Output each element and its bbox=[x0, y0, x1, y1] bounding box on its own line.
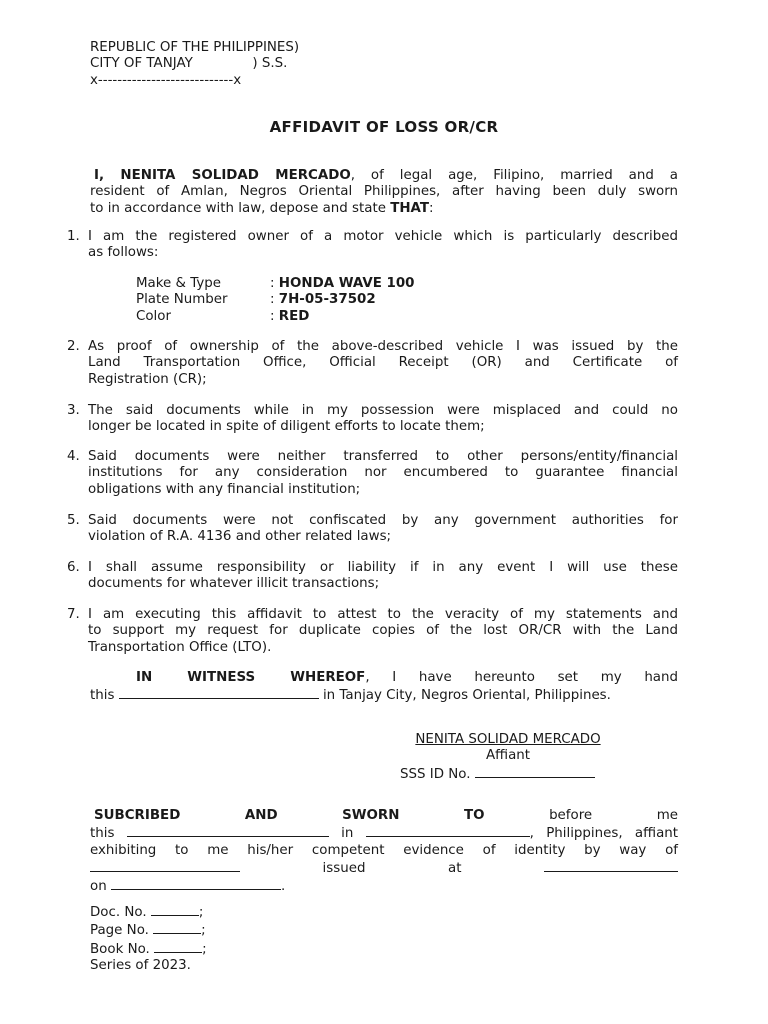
list-item bbox=[67, 339, 678, 388]
semicolon: ; bbox=[202, 941, 207, 957]
sss-id-label: SSS ID No. bbox=[400, 766, 471, 782]
doc-no-blank[interactable] bbox=[151, 903, 199, 916]
item-line: I am the registered owner of a motor vehicle which is particularly described bbox=[88, 229, 678, 244]
semicolon: ; bbox=[198, 905, 204, 920]
venue-header bbox=[90, 40, 299, 89]
item-line: as follows: bbox=[88, 245, 159, 261]
issued-on-blank[interactable] bbox=[111, 877, 281, 890]
witness-line-1 bbox=[90, 670, 678, 686]
intro-text: , of legal age, Filipino, married and a bbox=[350, 168, 678, 183]
intro-paragraph bbox=[90, 168, 678, 217]
issued-at-blank[interactable] bbox=[544, 859, 678, 872]
jurat-paragraph bbox=[90, 808, 678, 895]
affiant-name-intro: I, NENITA SOLIDAD MERCADO bbox=[94, 168, 351, 183]
witness-place: in Tanjay City, Negros Oriental, Philippines. bbox=[318, 688, 611, 704]
vehicle-details bbox=[136, 276, 414, 325]
jurat-word: me bbox=[656, 808, 679, 823]
doc-no-label: Doc. No. bbox=[90, 905, 147, 920]
affiant-name: NENITA SOLIDAD MERCADO bbox=[415, 732, 601, 747]
item-line: Registration (CR); bbox=[88, 371, 207, 387]
item-number: 1. bbox=[67, 229, 80, 244]
item-number: 6. bbox=[67, 560, 80, 575]
vehicle-label: Color bbox=[136, 308, 171, 324]
sss-id-blank[interactable] bbox=[475, 765, 595, 778]
semicolon: ; bbox=[201, 923, 206, 939]
jurat-on: on bbox=[90, 879, 107, 895]
jurat-place-group bbox=[366, 826, 678, 841]
page-no-line bbox=[90, 921, 207, 939]
jurat-this: this bbox=[90, 826, 115, 842]
sss-id-line bbox=[388, 765, 628, 783]
witness-this: this bbox=[90, 688, 115, 704]
jurat-line-3: exhibiting to me his/her competent evidence of identity by way of bbox=[90, 842, 678, 858]
jurat-line-2 bbox=[90, 824, 678, 842]
affiant-signature-block bbox=[388, 732, 628, 783]
page-no-blank[interactable] bbox=[153, 921, 201, 934]
list-item bbox=[67, 560, 678, 593]
vehicle-label: Make & Type bbox=[136, 276, 221, 291]
item-line: I am executing this affidavit to attest to the veracity of my statements and bbox=[88, 607, 678, 622]
book-no-label: Book No. bbox=[90, 941, 150, 957]
jurat-philippines: , Philippines, affiant bbox=[529, 826, 679, 842]
jurat-word: AND bbox=[244, 808, 278, 823]
notarial-register bbox=[90, 903, 207, 974]
jurat-line-5 bbox=[90, 877, 678, 895]
jurat-date-blank[interactable] bbox=[127, 824, 329, 837]
jurat-line-4 bbox=[90, 859, 678, 877]
witness-clause bbox=[90, 670, 678, 705]
intro-line-3 bbox=[90, 201, 678, 217]
book-no-line bbox=[90, 940, 207, 958]
id-type-blank[interactable] bbox=[90, 859, 240, 872]
item-number: 2. bbox=[67, 339, 80, 354]
page-no-label: Page No. bbox=[90, 923, 149, 939]
jurat-place-blank[interactable] bbox=[366, 824, 530, 837]
item-line: institutions for any consideration nor encumbered to guarantee financial bbox=[88, 465, 678, 481]
vehicle-value: HONDA WAVE 100 bbox=[278, 276, 415, 291]
item-line: violation of R.A. 4136 and other related laws; bbox=[88, 529, 392, 545]
vehicle-value: RED bbox=[278, 308, 310, 324]
venue-line-republic: REPUBLIC OF THE PHILIPPINES) bbox=[90, 40, 300, 55]
intro-colon: : bbox=[429, 200, 434, 216]
venue-line-separator: x----------------------------x bbox=[90, 72, 242, 88]
doc-no-line bbox=[90, 903, 207, 921]
item-line: As proof of ownership of the above-described vehicle I was issued by the bbox=[88, 339, 678, 354]
jurat-word: TO bbox=[463, 808, 485, 823]
item-number: 7. bbox=[67, 607, 80, 622]
item-line: I shall assume responsibility or liability if in any event I will use these bbox=[88, 560, 678, 575]
intro-line-1 bbox=[90, 168, 678, 184]
jurat-line-1 bbox=[90, 808, 678, 824]
item-line: Said documents were neither transferred to other persons/entity/financial bbox=[88, 449, 678, 464]
witness-text: , I have hereunto set my hand bbox=[365, 670, 678, 685]
jurat-word: SWORN bbox=[342, 808, 400, 823]
vehicle-row: Plate Number : 7H-05-37502 bbox=[136, 292, 376, 308]
jurat-in: in bbox=[341, 826, 354, 842]
item-line: documents for whatever illicit transactions; bbox=[88, 576, 380, 592]
item-line: obligations with any financial institution; bbox=[88, 481, 361, 497]
jurat-word: before bbox=[549, 808, 593, 823]
intro-line-2: resident of Amlan, Negros Oriental Philippines, after having been duly sworn bbox=[90, 184, 678, 200]
jurat-at: at bbox=[448, 860, 462, 876]
jurat-word: SUBCRIBED bbox=[94, 808, 181, 823]
vehicle-row: Color : RED bbox=[136, 308, 310, 324]
venue-line-city: CITY OF TANJAY ) S.S. bbox=[90, 56, 288, 72]
list-item bbox=[67, 449, 678, 498]
intro-that: THAT bbox=[390, 200, 430, 216]
affiant-role: Affiant bbox=[485, 748, 531, 764]
item-number: 3. bbox=[67, 403, 80, 418]
intro-text-3: to in accordance with law, depose and state bbox=[90, 200, 391, 216]
item-line: longer be located in spite of diligent efforts to locate them; bbox=[88, 419, 485, 435]
jurat-issued: issued bbox=[322, 860, 366, 876]
item-line: Said documents were not confiscated by any government authorities for bbox=[88, 513, 678, 528]
vehicle-row: Make & Type : HONDA WAVE 100 bbox=[136, 276, 415, 291]
series-line: Series of 2023. bbox=[90, 957, 191, 973]
item-number: 5. bbox=[67, 513, 80, 528]
book-no-blank[interactable] bbox=[154, 940, 202, 953]
list-item bbox=[67, 403, 678, 436]
list-item bbox=[67, 229, 678, 262]
item-number: 4. bbox=[67, 449, 80, 464]
date-blank[interactable] bbox=[119, 686, 319, 699]
item-line: Land Transportation Office, Official Receipt (OR) and Certificate of bbox=[88, 355, 678, 371]
item-line: The said documents while in my possession were misplaced and could no bbox=[88, 403, 678, 418]
jurat-period: . bbox=[280, 879, 286, 895]
vehicle-value: 7H-05-37502 bbox=[278, 292, 376, 308]
list-item bbox=[67, 513, 678, 546]
witness-line-2 bbox=[90, 686, 678, 704]
vehicle-label: Plate Number bbox=[136, 292, 228, 308]
witness-bold: IN WITNESS WHEREOF bbox=[136, 670, 366, 685]
item-line: Transportation Office (LTO). bbox=[88, 639, 272, 655]
list-item bbox=[67, 607, 678, 656]
item-line: to support my request for duplicate copies of the lost OR/CR with the Land bbox=[88, 623, 678, 639]
document-title: AFFIDAVIT OF LOSS OR/CR bbox=[269, 118, 499, 136]
jurat-to-before bbox=[464, 808, 592, 823]
